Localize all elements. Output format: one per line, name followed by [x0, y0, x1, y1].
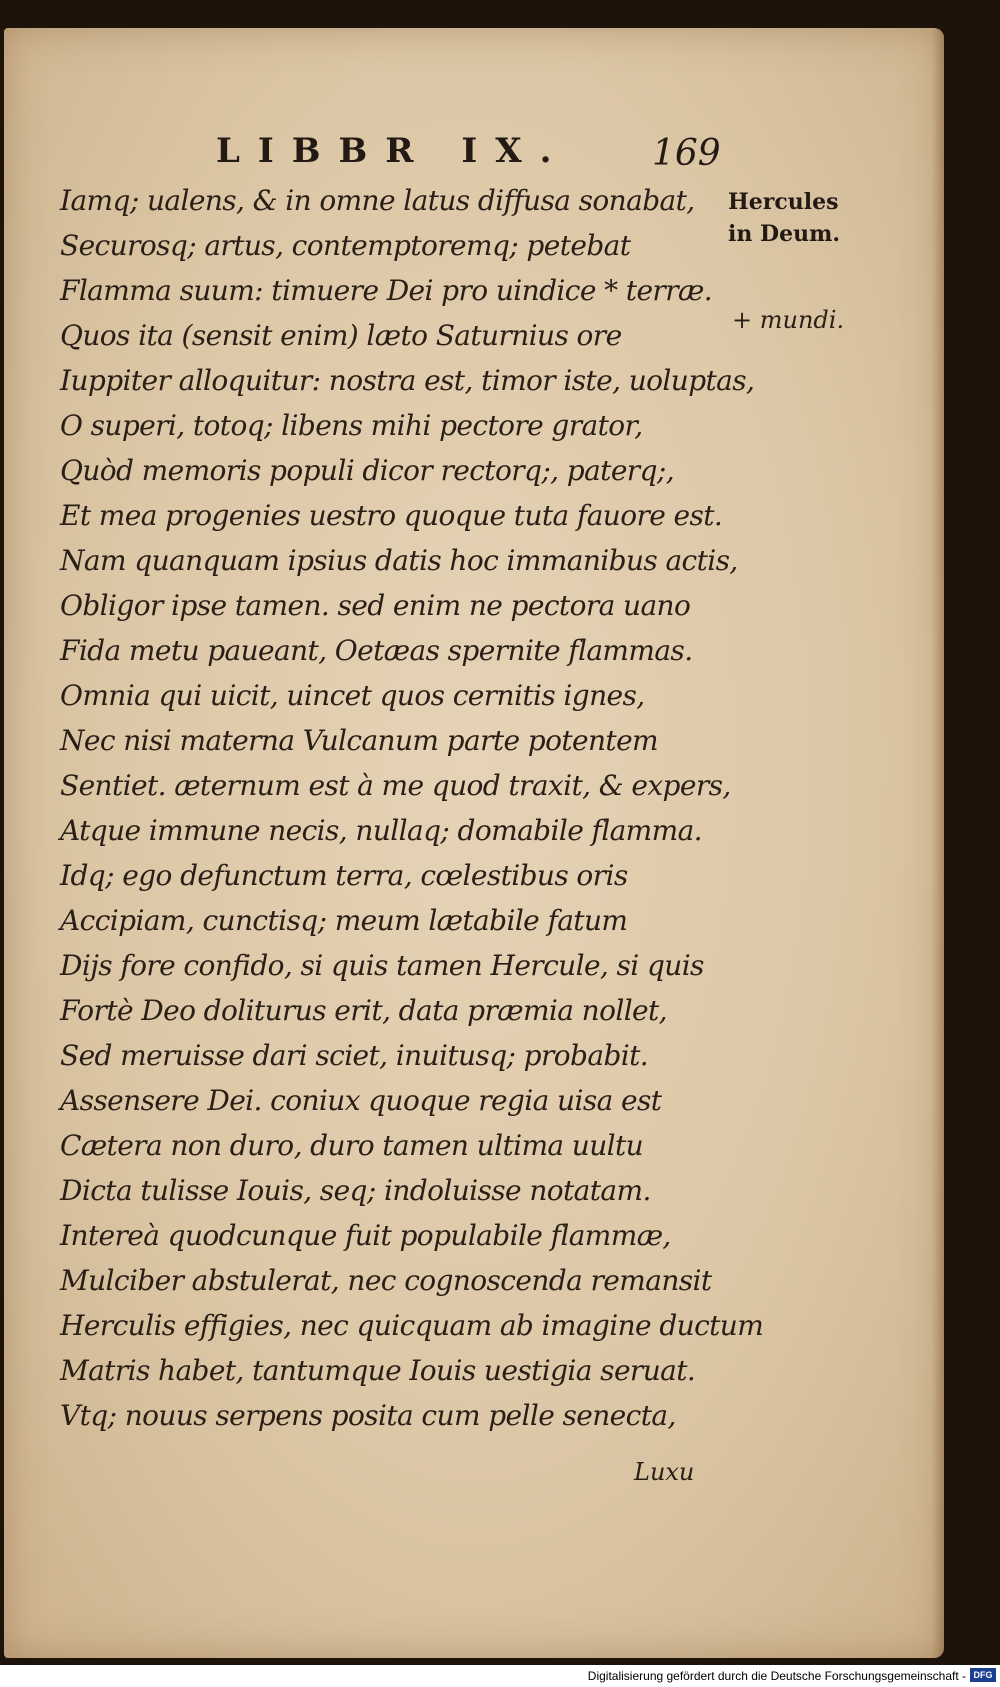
verse-line: Atque immune necis, nullaq; domabile flamma.: [60, 814, 702, 847]
verse-line: Fida metu paueant, Oetæas spernite flammas.: [60, 634, 693, 667]
verse-line: Omnia qui uicit, uincet quos cernitis ignes,: [60, 679, 645, 712]
verse-line: Accipiam, cunctisq; meum lætabile fatum: [60, 904, 628, 937]
verse-line: Securosq; artus, contemptoremq; petebat: [60, 229, 631, 262]
verse-line: Et mea progenies uestro quoque tuta fauore est.: [60, 499, 723, 532]
verse-line: Iamq; ualens, & in omne latus diffusa sonabat,: [60, 184, 695, 217]
running-head: [4, 108, 944, 174]
verse-line: Matris habet, tantumque Iouis uestigia seruat.: [60, 1354, 696, 1387]
verse-line: O superi, totoq; libens mihi pectore grator,: [60, 409, 643, 442]
verse-line: Intereà quodcunque fuit populabile flammæ,: [60, 1219, 671, 1252]
verse-line: Sentiet. æternum est à me quod traxit, & expers,: [60, 769, 731, 802]
verse-block: [60, 178, 764, 1438]
digitization-footer: [0, 1665, 1000, 1687]
verse-line: Nam quanquam ipsius datis hoc immanibus actis,: [60, 544, 738, 577]
catchword: Luxu: [634, 1458, 695, 1486]
marginal-note: [728, 186, 840, 250]
page-edge-shadow: [932, 28, 944, 1658]
verse-line: Quos ita (sensit enim) læto Saturnius ore: [60, 319, 622, 352]
running-title: LIBBR IX.: [216, 131, 570, 171]
verse-line: Fortè Deo doliturus erit, data præmia nollet,: [60, 994, 667, 1027]
marginal-correction: + mundi.: [732, 306, 845, 334]
funding-credit: Digitalisierung gefördert durch die Deutsche Forschungsgemeinschaft -: [587, 1669, 966, 1683]
verse-line: Obligor ipse tamen. sed enim ne pectora uano: [60, 589, 691, 622]
verse-line: Assensere Dei. coniux quoque regia uisa est: [60, 1084, 662, 1117]
verse-line: Dicta tulisse Iouis, seq; indoluisse notatam.: [60, 1174, 651, 1207]
verse-line: Idq; ego defunctum terra, cœlestibus oris: [60, 859, 628, 892]
dfg-logo-icon: DFG: [970, 1668, 996, 1682]
folio-number: 169: [652, 133, 721, 174]
verse-line: Sed meruisse dari sciet, inuitusq; probabit.: [60, 1039, 649, 1072]
verse-line: Nec nisi materna Vulcanum parte potentem: [60, 724, 658, 757]
verse-line: Quòd memoris populi dicor rectorq;, paterq;,: [60, 454, 675, 487]
book-page: [4, 28, 944, 1658]
verse-line: Vtq; nouus serpens posita cum pelle senecta,: [60, 1399, 676, 1432]
marginal-note-line: Hercules: [728, 189, 839, 215]
verse-line: Iuppiter alloquitur: nostra est, timor iste, uoluptas,: [60, 364, 755, 397]
marginal-note-line: in Deum.: [728, 221, 841, 247]
verse-line: Mulciber abstulerat, nec cognoscenda remansit: [60, 1264, 712, 1297]
verse-line: Herculis effigies, nec quicquam ab imagine ductum: [60, 1309, 764, 1342]
verse-line: Cætera non duro, duro tamen ultima uultu: [60, 1129, 644, 1162]
verse-line: Dijs fore confido, si quis tamen Hercule, si quis: [60, 949, 704, 982]
verse-line: Flamma suum: timuere Dei pro uindice * terræ.: [60, 274, 713, 307]
